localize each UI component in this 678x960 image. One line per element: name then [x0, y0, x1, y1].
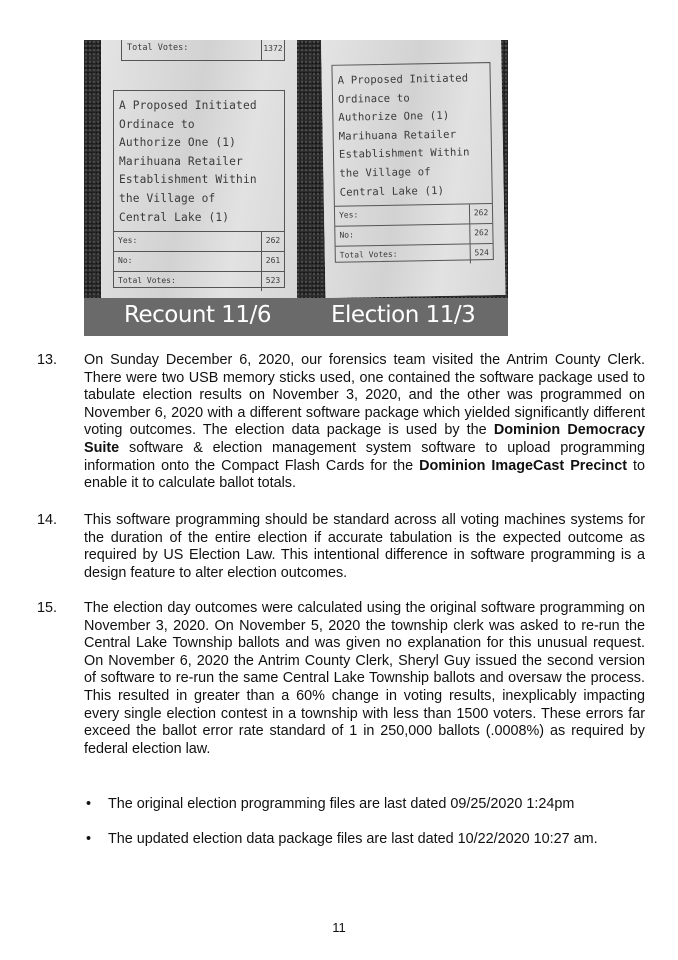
text-run: software & election management system software to upload programming information onto the Compact Flash Cards for the [84, 439, 645, 474]
caption-bar [84, 298, 508, 336]
row-value: 262 [261, 232, 284, 251]
row-label: Total Votes: [339, 249, 398, 260]
paragraph-number: 15. [37, 600, 58, 616]
row-value: 262 [469, 204, 492, 223]
recount-receipt [101, 40, 297, 298]
previous-total-label: Total Votes: [127, 43, 189, 53]
election-caption: Election 11/3 [331, 302, 476, 328]
row-value: 262 [469, 224, 492, 243]
ballot-question: A Proposed Initiated Ordinace to Authorize One (1) Marihuana Retailer Establishment Within the Village of Central Lake (1) [119, 99, 257, 224]
receipt-comparison-photo [84, 40, 508, 336]
text-run: On Sunday December 6, 2020, our forensics team visited the Antrim County Clerk. There were two USB memory sticks used, one contained the software package used to tabulate election results on November 3, 2020, and the other was programmed on November 6, 2020 with a different software package which yielded significantly different voting outcomes. The election data package is used by the [84, 352, 645, 439]
row-label: Yes: [338, 210, 359, 220]
bullet-marker: • [86, 796, 92, 812]
row-label: Total Votes: [118, 276, 176, 286]
bullet-text: The original election programming files are last dated 09/25/2020 1:24pm [108, 796, 575, 812]
paragraph-number: 13. [37, 352, 58, 368]
text-run: to enable it to calculate ballot totals. [84, 457, 645, 492]
bullet-marker: • [86, 831, 92, 847]
total-row [114, 271, 284, 291]
paragraph-number: 14. [37, 512, 58, 528]
paragraph-text: The election day outcomes were calculated using the original software programming on November 3, 2020. On November 5, 2020 the township clerk was asked to re-run the Central Lake Township ballots and was given no explanation for this unusual request. On November 6, 2020 the Antrim County Clerk, Sheryl Guy issued the second version of software to re-run the same Central Lake Township ballots and oversaw the process. This resulted in greater than a 60% change in voting results, inexplicably impacting every single election contest in a township with less than 1500 voters. These errors far exceed the ballot error rate standard of 1 in 250,000 ballots (.0008%) as required by federal election law. [84, 600, 645, 757]
paragraph-text: This software programming should be standard across all voting machines systems for the duration of the entire election if accurate tabulation is the expected outcome as required by US Election Law. This intentional difference in software programming is a design feature to alter election outcomes. [84, 512, 645, 581]
bold-term-democracy-suite: Dominion Democracy Suite [84, 422, 645, 456]
paragraph-15 [37, 600, 645, 758]
paragraph-14 [37, 512, 645, 582]
row-value: 524 [470, 244, 493, 263]
previous-contest-total [121, 40, 285, 61]
no-row [114, 251, 284, 271]
row-value: 261 [261, 252, 284, 271]
bold-term-imagecast-precinct: Dominion ImageCast Precinct [419, 457, 627, 474]
paragraph-13 [37, 352, 645, 493]
yes-row [114, 231, 284, 251]
row-value: 523 [261, 272, 284, 291]
bullet-text: The updated election data package files are last dated 10/22/2020 10:27 am. [108, 831, 598, 847]
row-label: No: [118, 256, 133, 266]
page-number: 11 [332, 920, 346, 935]
paragraph-text [84, 352, 645, 493]
recount-caption: Recount 11/6 [124, 302, 271, 328]
ballot-contest-box [113, 90, 285, 288]
row-label: Yes: [118, 236, 138, 246]
total-row [336, 243, 493, 266]
ballot-question: A Proposed Initiated Ordinace to Authorize One (1) Marihuana Retailer Establishment Within the Village of Central Lake (1) [337, 72, 470, 199]
ballot-contest-box [331, 62, 493, 263]
no-row [335, 223, 492, 246]
previous-total-value: 1372 [261, 40, 284, 60]
election-receipt [321, 40, 505, 298]
row-label: No: [339, 230, 354, 240]
yes-row [335, 203, 492, 226]
